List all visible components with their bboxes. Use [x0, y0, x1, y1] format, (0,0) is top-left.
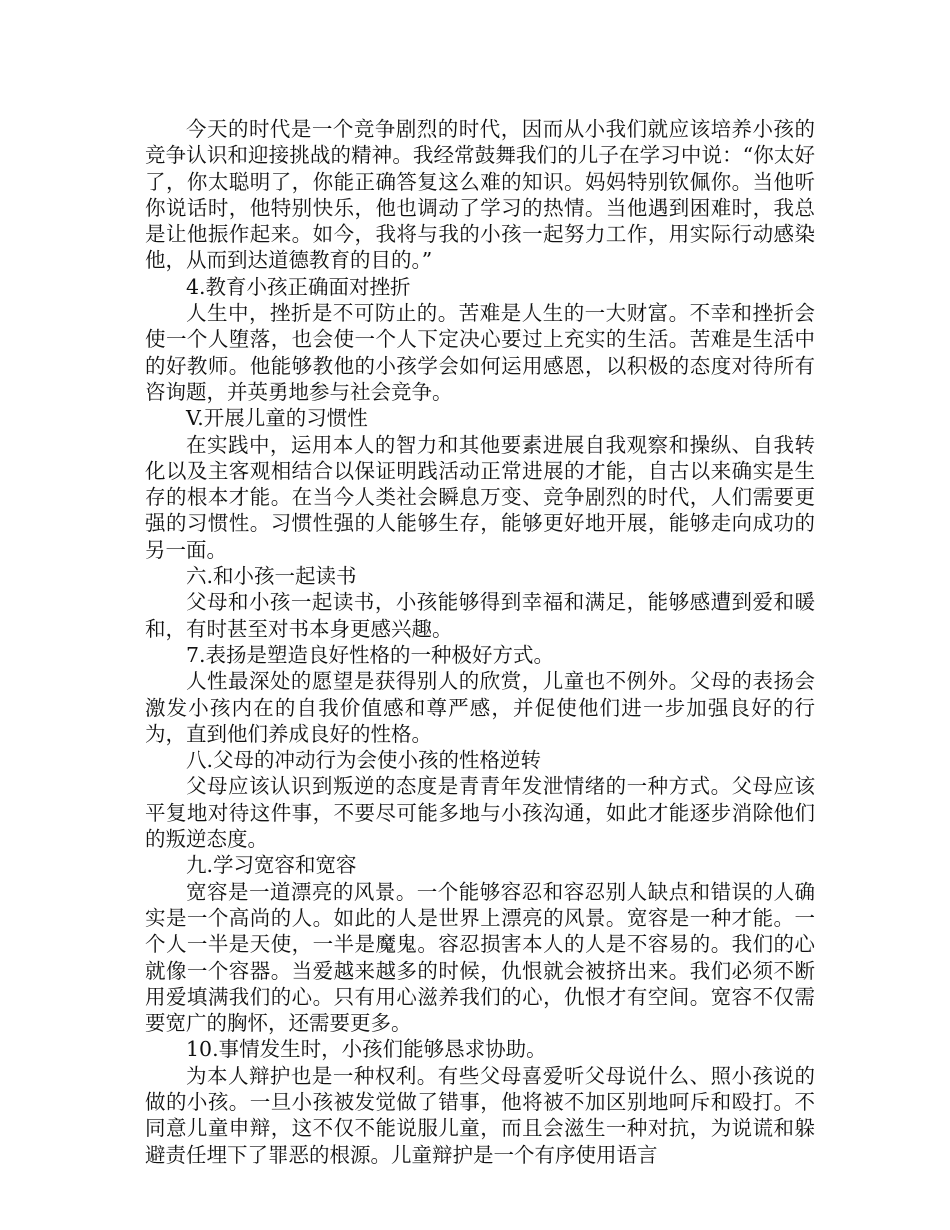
- paragraph: 今天的时代是一个竞争剧烈的时代，因而从小我们就应该培养小孩的竞争认识和迎接挑战的精神。我经常鼓舞我们的儿子在学习中说：“你太好了，你太聪明了，你能正确答复这么难的知识。妈妈特别钦佩你。当他听你说话时，他特别快乐，他也调动了学习的热情。当他遇到困难时，我总是让他振作起来。如今，我将与我的小孩一起努力工作，用实际行动感染他，从而到达道德教育的目的。”: [145, 117, 815, 273]
- section-heading: 7.表扬是塑造良好性格的一种极好方式。: [186, 642, 555, 667]
- paragraph: 人生中，挫折是不可防止的。苦难是人生的一大财富。不幸和挫折会使一个人堕落，也会使一个人下定决心要过上充实的生活。苦难是生活中的好教师。他能够教他的小孩学会如何运用感恩，以积极的态度对待所有咨询题，并英勇地参与社会竞争。: [145, 301, 815, 404]
- section-heading: 10.事情发生时，小孩们能够恳求协助。: [186, 1037, 547, 1062]
- paragraph: 父母应该认识到叛逆的态度是青青年发泄情绪的一种方式。父母应该平复地对待这件事，不要尽可能多地与小孩沟通，如此才能逐步消除他们的叛逆态度。: [145, 774, 815, 852]
- document-body: [145, 116, 815, 1168]
- section-heading: V.开展儿童的习惯性: [186, 406, 368, 431]
- paragraph: 父母和小孩一起读书，小孩能够得到幸福和满足，能够感遭到爱和暖和，有时甚至对书本身更感兴趣。: [145, 590, 815, 641]
- paragraph: 人性最深处的愿望是获得别人的欣赏，儿童也不例外。父母的表扬会激发小孩内在的自我价值感和尊严感，并促使他们进一步加强良好的行为，直到他们养成良好的性格。: [145, 669, 815, 746]
- paragraph: 宽容是一道漂亮的风景。一个能够容忍和容忍别人缺点和错误的人确实是一个高尚的人。如此的人是世界上漂亮的风景。宽容是一种才能。一个人一半是天使，一半是魔鬼。容忍损害本人的人是不容易的。我们的心就像一个容器。当爱越来越多的时候，仇恨就会被挤出来。我们必须不断用爱填满我们的心。只有用心滋养我们的心，仇恨才有空间。宽容不仅需要宽广的胸怀，还需要更多。: [145, 879, 815, 1036]
- section-heading: 八.父母的冲动行为会使小孩的性格逆转: [186, 748, 542, 773]
- section-heading: 4.教育小孩正确面对挫折: [186, 274, 411, 299]
- paragraph: 在实践中，运用本人的智力和其他要素进展自我观察和操纵、自我转化以及主客观相结合以保证明践活动正常进展的才能，自古以来确实是生存的根本才能。在当今人类社会瞬息万变、竞争剧烈的时代，人们需要更强的习惯性。习惯性强的人能够生存，能够更好地开展，能够走向成功的另一面。: [145, 432, 815, 562]
- paragraph: 为本人辩护也是一种权利。有些父母喜爱听父母说什么、照小孩说的做的小孩。一旦小孩被发觉做了错事，他将被不加区别地呵斥和殴打。不同意儿童申辩，这不仅不能说服儿童，而且会滋生一种对抗，为说谎和躲避责任埋下了罪恶的根源。儿童辩护是一个有序使用语言: [145, 1063, 815, 1167]
- section-heading: 六.和小孩一起读书: [186, 564, 357, 589]
- section-heading: 九.学习宽容和宽容: [186, 853, 357, 878]
